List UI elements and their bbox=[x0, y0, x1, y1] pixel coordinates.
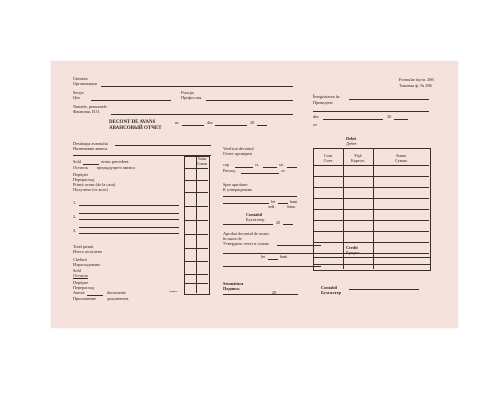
sum-header-ru: Сумма bbox=[196, 162, 208, 166]
sum-row-line bbox=[184, 261, 208, 262]
sum-row-line bbox=[184, 274, 208, 275]
position-label-ru: Профессия bbox=[181, 95, 202, 100]
row-number: 2. bbox=[73, 214, 77, 219]
approve-line[interactable] bbox=[223, 196, 297, 197]
sum-column-divider bbox=[196, 156, 197, 293]
title-ru: АВАНСОВЫЙ ОТЧЕТ bbox=[109, 126, 162, 131]
approval-ro-1: Aprobat decontul de avans bbox=[223, 231, 269, 236]
row-line[interactable] bbox=[79, 227, 179, 228]
received-over-ro: Depăşire bbox=[73, 172, 89, 177]
documents-ru: документов bbox=[107, 296, 129, 301]
registration-line-2[interactable] bbox=[313, 111, 429, 112]
title-year: 20 bbox=[250, 120, 255, 125]
sum-row-line bbox=[184, 206, 208, 207]
row-line[interactable] bbox=[79, 233, 179, 234]
credit-ro: Credit bbox=[346, 245, 358, 250]
registration-line[interactable] bbox=[349, 99, 429, 100]
verif-line[interactable] bbox=[263, 167, 277, 168]
sum-row-line bbox=[184, 234, 208, 235]
debit-row-line bbox=[313, 220, 429, 221]
sum-header-ro: Suma bbox=[197, 157, 207, 161]
registration-ot: от bbox=[313, 122, 317, 127]
sum-row-line bbox=[184, 248, 208, 249]
verif-cor: сор bbox=[223, 162, 230, 167]
accountant-year-line[interactable] bbox=[283, 224, 293, 225]
balance-sold-ro: Sold bbox=[73, 159, 81, 164]
debit-row-line bbox=[313, 253, 429, 254]
faint-background-text: ~ ~ ~ ~ ~ ~ ~ ~ ~ ~ ~ ~ ~ ~ ~ bbox=[266, 89, 313, 94]
verified-ru: Отчет проверен bbox=[223, 151, 252, 156]
section-line[interactable] bbox=[91, 100, 171, 101]
accountant-sign-line[interactable] bbox=[223, 224, 273, 225]
form-type-ro: Formular tip nr. 286 bbox=[399, 77, 434, 82]
sum-row-line bbox=[184, 220, 208, 221]
org-unit-label-ro: Unitatea bbox=[73, 76, 88, 81]
registration-date-line[interactable] bbox=[323, 119, 383, 120]
received-from-ru: Получено (от кого) bbox=[73, 187, 108, 192]
debit-ro: Debit bbox=[346, 136, 357, 141]
signature-ro: Semnătura bbox=[223, 281, 244, 286]
row-line[interactable] bbox=[79, 219, 179, 220]
verif-st: ст. bbox=[281, 168, 286, 173]
accountant2-ro: Contabil bbox=[321, 285, 337, 290]
over-ru: Перерасход bbox=[73, 285, 95, 290]
credit-col-divider bbox=[373, 257, 374, 269]
name-line[interactable] bbox=[111, 114, 293, 115]
total-received-ru: Итого получено bbox=[73, 249, 103, 254]
verif-line[interactable] bbox=[287, 167, 297, 168]
sold-ro: Sold bbox=[73, 268, 81, 273]
doc-date-line[interactable] bbox=[215, 125, 247, 126]
faint-background-text: ~ ~ ~ ~ ~ ~ ~ bbox=[266, 79, 288, 84]
approval-bani: bani bbox=[280, 254, 288, 259]
total-received-ro: Total primit bbox=[73, 244, 94, 249]
approve-bani-ru: бань bbox=[287, 204, 296, 209]
approval-line-2[interactable] bbox=[223, 266, 321, 267]
debit-row-line bbox=[313, 209, 429, 210]
debit-col-sum-ru: Сумма bbox=[394, 158, 408, 163]
debit-col-cont-ru: Счет bbox=[323, 158, 333, 163]
debit-col-sum-ro: Suma bbox=[396, 153, 406, 158]
title-ro: DECONT DE AVANS bbox=[109, 120, 156, 125]
approval-line[interactable] bbox=[223, 253, 321, 254]
signature-year: 20 bbox=[272, 290, 277, 295]
balance-rest-ru: Остаток bbox=[73, 165, 88, 170]
verif-line[interactable] bbox=[235, 167, 253, 168]
approve-lei: lei bbox=[271, 199, 276, 204]
attach-ru: Приложение bbox=[73, 296, 97, 301]
documents-ro: documente bbox=[107, 290, 126, 295]
balance-avans-ro: avans precedent bbox=[101, 159, 129, 164]
spent-ru: Израсходовано bbox=[73, 262, 101, 267]
row-line[interactable] bbox=[79, 205, 179, 206]
sum-row-line bbox=[184, 180, 208, 181]
purpose-ro: Destinaţia avansului bbox=[73, 141, 108, 146]
registration-ru: Проведено bbox=[313, 100, 333, 105]
sold-ru: Остаток bbox=[73, 273, 88, 278]
sum-row-line bbox=[184, 192, 208, 193]
approval-lei: lei bbox=[261, 254, 266, 259]
approve-sum-line[interactable] bbox=[223, 203, 269, 204]
approve-ro: Spre aprobare: bbox=[223, 182, 249, 187]
faint-background-text: ~ ~ ~ ~ ~ ~ ~ ~ ~ ~ ~ bbox=[281, 319, 315, 324]
verif-str: str bbox=[279, 162, 284, 167]
verif-line[interactable] bbox=[241, 173, 279, 174]
credit-col-divider bbox=[343, 257, 344, 269]
debit-col-card-ro: Fişă bbox=[354, 153, 362, 158]
approve-bani: bani bbox=[290, 199, 298, 204]
credit-ru: Кредит bbox=[346, 250, 360, 255]
approve-ru: К утверждению bbox=[223, 187, 252, 192]
accountant-ru: Бухгалтер bbox=[246, 217, 265, 222]
attach-ro: Anexă: bbox=[73, 290, 86, 295]
accountant-year: 20 bbox=[276, 220, 281, 225]
accountant2-sign-line[interactable] bbox=[349, 289, 419, 290]
accountant-ro: Contabil bbox=[246, 212, 262, 217]
purpose-ru: Назначение аванса bbox=[73, 146, 108, 151]
debit-ru: Дебет bbox=[346, 141, 357, 146]
title-din: din bbox=[207, 120, 213, 125]
doc-number-line[interactable] bbox=[182, 125, 204, 126]
received-from-ro: Primit avans (de la casa) bbox=[73, 182, 116, 187]
approval-ru: Утвердить отчет в сумме bbox=[223, 241, 269, 246]
position-label-ro: Funcţia bbox=[181, 90, 194, 95]
approve-lei-ru: лей bbox=[268, 204, 275, 209]
row-number: 3. bbox=[73, 228, 77, 233]
received-over-ru: Перерасход bbox=[73, 177, 95, 182]
sum-row-line bbox=[184, 283, 208, 284]
verified-ro: Verificat decontul bbox=[223, 146, 254, 151]
section-label-ru: Цех bbox=[73, 95, 81, 100]
form-type-ru: Типовая ф. № 286 bbox=[399, 83, 432, 88]
debit-col-card-ru: Карточ. bbox=[351, 158, 365, 163]
credit-table bbox=[313, 257, 431, 271]
verif-expense: Расход bbox=[223, 168, 236, 173]
verif-ct: ct. bbox=[255, 162, 260, 167]
purpose-line[interactable] bbox=[115, 145, 211, 146]
name-label-ru: Фамилия, И.О. bbox=[73, 109, 101, 114]
debit-row-line bbox=[313, 242, 429, 243]
section-label-ro: Secţia bbox=[73, 90, 84, 95]
balance-prev-ru: предыдущего аванса bbox=[97, 165, 135, 170]
accountant2-ru: Бухгалтер bbox=[321, 290, 341, 295]
debit-row-line bbox=[313, 176, 429, 177]
org-unit-label-ru: Организация bbox=[73, 81, 97, 86]
advance-report-form bbox=[51, 61, 458, 328]
registration-year-line[interactable] bbox=[394, 119, 408, 120]
row-number: 1. bbox=[73, 200, 77, 205]
registration-year: 20 bbox=[387, 114, 392, 119]
doc-year-line[interactable] bbox=[257, 125, 267, 126]
over-ro: Depăşire bbox=[73, 280, 89, 285]
signature-year-line[interactable] bbox=[280, 294, 298, 295]
name-label-ro: Numele, prenumele bbox=[73, 104, 107, 109]
signature-ru: Подпись bbox=[223, 286, 240, 291]
approval-ro-2: în suma de bbox=[223, 236, 242, 241]
debit-row-line bbox=[313, 187, 429, 188]
spent-ro: Cheltuit bbox=[73, 257, 87, 262]
registration-ro: Înregistrarea în: bbox=[313, 94, 341, 99]
position-line[interactable] bbox=[206, 100, 293, 101]
approval-bani-line[interactable] bbox=[268, 259, 278, 260]
signature-mark-icon: ~⁓~ bbox=[169, 289, 178, 294]
row-line[interactable] bbox=[79, 213, 179, 214]
sum-row-line bbox=[184, 168, 208, 169]
debit-row-line bbox=[313, 165, 429, 166]
org-unit-line[interactable] bbox=[101, 86, 293, 87]
registration-din: din bbox=[313, 114, 319, 119]
debit-col-cont-ro: Cont bbox=[323, 153, 333, 158]
debit-row-line bbox=[313, 231, 429, 232]
title-nr: nr. bbox=[175, 120, 180, 125]
debit-row-line bbox=[313, 198, 429, 199]
